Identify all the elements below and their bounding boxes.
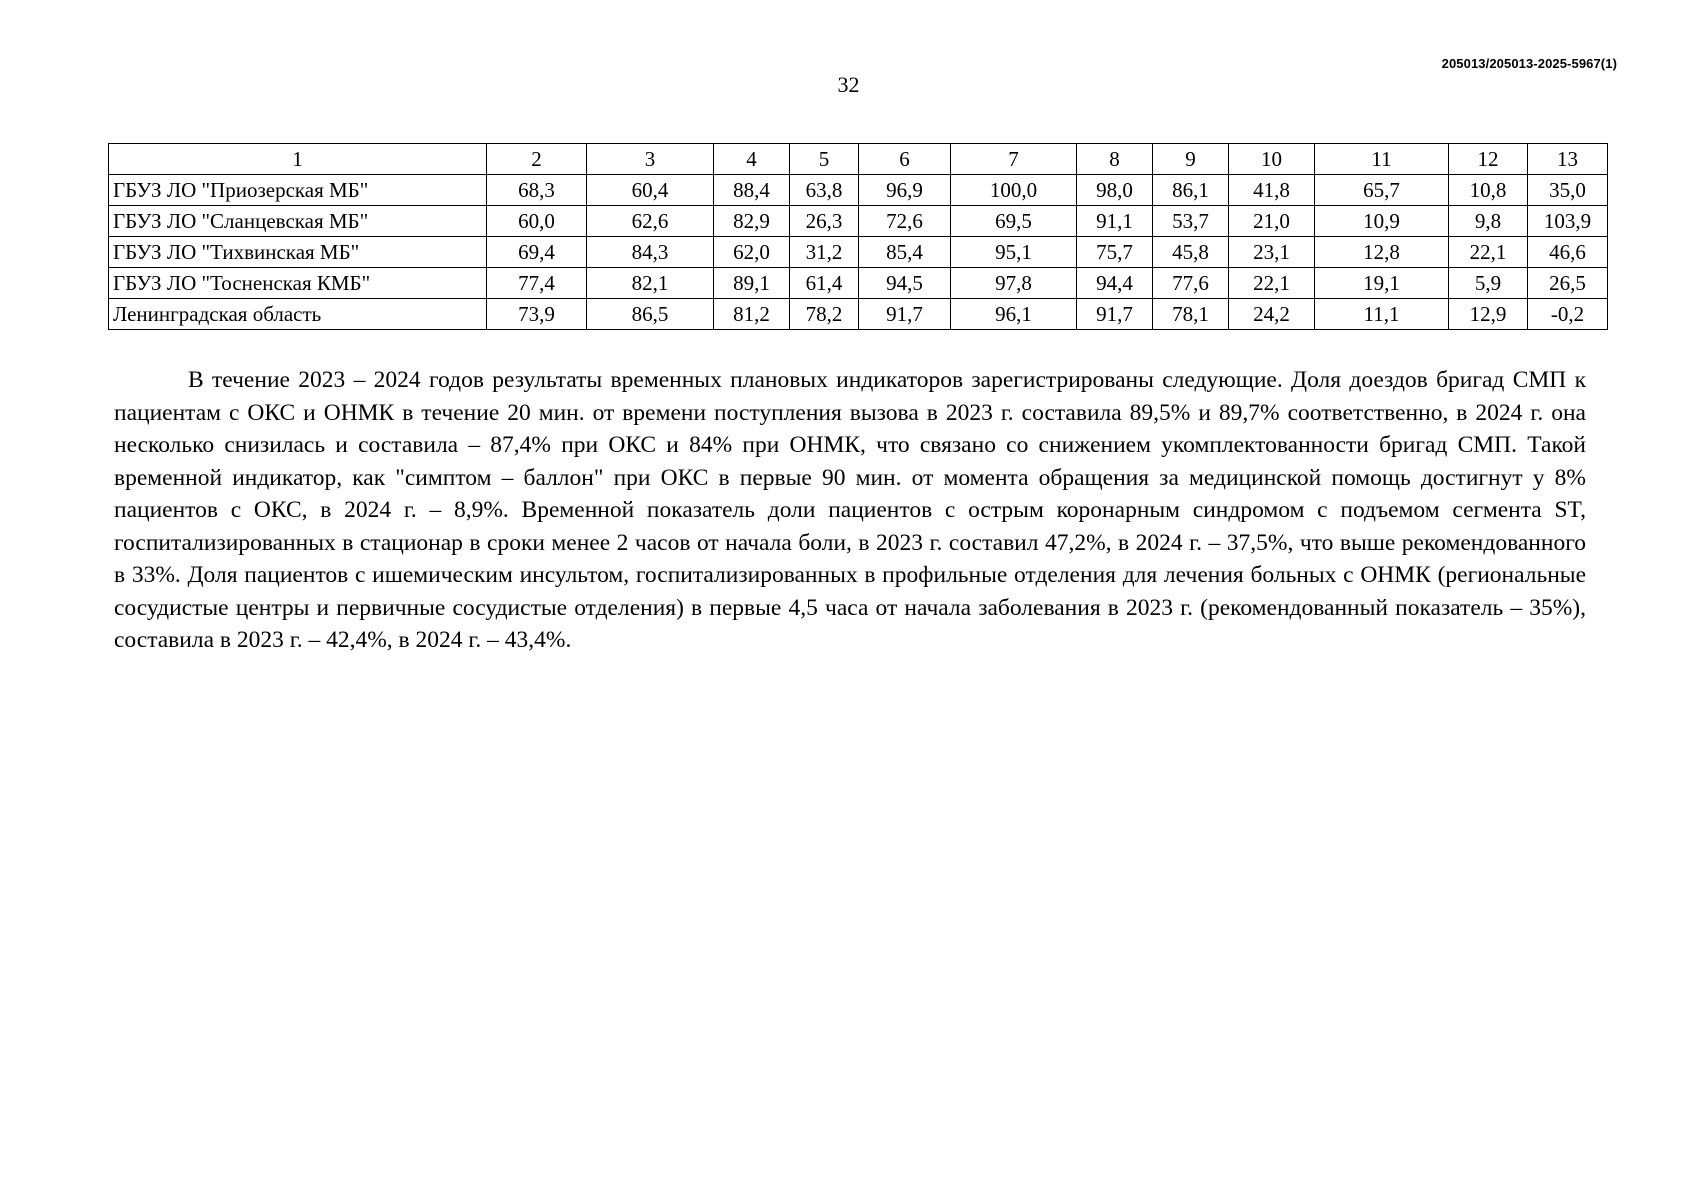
value-cell: 91,7	[1077, 299, 1153, 330]
value-cell: 78,1	[1153, 299, 1229, 330]
value-cell: 82,9	[714, 206, 790, 237]
column-header: 8	[1077, 144, 1153, 175]
table-header-row	[109, 144, 1608, 175]
value-cell: 26,5	[1528, 268, 1608, 299]
value-cell: 100,0	[951, 175, 1077, 206]
column-header: 10	[1229, 144, 1315, 175]
table-row	[109, 206, 1608, 237]
value-cell: 24,2	[1229, 299, 1315, 330]
value-cell: 77,6	[1153, 268, 1229, 299]
org-name-cell: Ленинградская область	[109, 299, 487, 330]
value-cell: 78,2	[790, 299, 859, 330]
value-cell: 61,4	[790, 268, 859, 299]
column-header: 4	[714, 144, 790, 175]
value-cell: 73,9	[487, 299, 587, 330]
value-cell: 86,1	[1153, 175, 1229, 206]
value-cell: 26,3	[790, 206, 859, 237]
value-cell: 60,4	[587, 175, 714, 206]
document-code: 205013/205013-2025-5967(1)	[1441, 56, 1617, 71]
value-cell: 97,8	[951, 268, 1077, 299]
value-cell: 11,1	[1315, 299, 1449, 330]
value-cell: -0,2	[1528, 299, 1608, 330]
column-header: 6	[859, 144, 951, 175]
value-cell: 81,2	[714, 299, 790, 330]
org-name-cell: ГБУЗ ЛО "Сланцевская МБ"	[109, 206, 487, 237]
value-cell: 95,1	[951, 237, 1077, 268]
value-cell: 88,4	[714, 175, 790, 206]
value-cell: 5,9	[1449, 268, 1528, 299]
value-cell: 85,4	[859, 237, 951, 268]
value-cell: 69,5	[951, 206, 1077, 237]
column-header: 1	[109, 144, 487, 175]
value-cell: 22,1	[1449, 237, 1528, 268]
value-cell: 62,6	[587, 206, 714, 237]
value-cell: 89,1	[714, 268, 790, 299]
value-cell: 94,4	[1077, 268, 1153, 299]
value-cell: 62,0	[714, 237, 790, 268]
value-cell: 31,2	[790, 237, 859, 268]
value-cell: 10,9	[1315, 206, 1449, 237]
value-cell: 19,1	[1315, 268, 1449, 299]
body-paragraph: В течение 2023 – 2024 годов результаты временных плановых индикаторов зарегистрированы следующие. Доля доездов бригад СМП к пациентам с ОКС и ОНМК в течение 20 мин. от времени поступления вызова в 2023 г. составила 89,5% и 89,7% соответственно, в 2024 г. она несколько снизилась и составила – 87,4% при ОКС и 84% при ОНМК, что связано со снижением укомплектованности бригад СМП. Такой временной индикатор, как "симптом – баллон" при ОКС в первые 90 мин. от момента обращения за медицинской помощь достигнут у 8% пациентов с ОКС, в 2024 г. – 8,9%. Временной показатель доли пациентов с острым коронарным синдромом с подъемом сегмента ST, госпитализированных в стационар в сроки менее 2 часов от начала боли, в 2023 г. составил 47,2%, в 2024 г. – 37,5%, что выше рекомендованного в 33%. Доля пациентов с ишемическим инсультом, госпитализированных в профильные отделения для лечения больных с ОНМК (региональные сосудистые центры и первичные сосудистые отделения) в первые 4,5 часа от начала заболевания в 2023 г. (рекомендованный показатель – 35%), составила в 2023 г. – 42,4%, в 2024 г. – 43,4%.	[114, 367, 1586, 653]
value-cell: 69,4	[487, 237, 587, 268]
value-cell: 82,1	[587, 268, 714, 299]
column-header: 13	[1528, 144, 1608, 175]
column-header: 7	[951, 144, 1077, 175]
value-cell: 84,3	[587, 237, 714, 268]
value-cell: 53,7	[1153, 206, 1229, 237]
value-cell: 10,8	[1449, 175, 1528, 206]
org-name-cell: ГБУЗ ЛО "Тихвинская МБ"	[109, 237, 487, 268]
value-cell: 103,9	[1528, 206, 1608, 237]
column-header: 9	[1153, 144, 1229, 175]
org-name-cell: ГБУЗ ЛО "Тосненская КМБ"	[109, 268, 487, 299]
value-cell: 96,9	[859, 175, 951, 206]
value-cell: 21,0	[1229, 206, 1315, 237]
column-header: 12	[1449, 144, 1528, 175]
column-header: 5	[790, 144, 859, 175]
value-cell: 60,0	[487, 206, 587, 237]
value-cell: 23,1	[1229, 237, 1315, 268]
column-header: 3	[587, 144, 714, 175]
column-header: 11	[1315, 144, 1449, 175]
table-row	[109, 175, 1608, 206]
value-cell: 91,7	[859, 299, 951, 330]
value-cell: 91,1	[1077, 206, 1153, 237]
value-cell: 63,8	[790, 175, 859, 206]
value-cell: 77,4	[487, 268, 587, 299]
value-cell: 12,8	[1315, 237, 1449, 268]
indicators-table	[108, 143, 1608, 330]
value-cell: 94,5	[859, 268, 951, 299]
value-cell: 41,8	[1229, 175, 1315, 206]
org-name-cell: ГБУЗ ЛО "Приозерская МБ"	[109, 175, 487, 206]
column-header: 2	[487, 144, 587, 175]
value-cell: 98,0	[1077, 175, 1153, 206]
table-row	[109, 237, 1608, 268]
value-cell: 9,8	[1449, 206, 1528, 237]
value-cell: 45,8	[1153, 237, 1229, 268]
value-cell: 46,6	[1528, 237, 1608, 268]
value-cell: 68,3	[487, 175, 587, 206]
value-cell: 12,9	[1449, 299, 1528, 330]
table-row	[109, 299, 1608, 330]
table-row	[109, 268, 1608, 299]
value-cell: 72,6	[859, 206, 951, 237]
value-cell: 22,1	[1229, 268, 1315, 299]
value-cell: 75,7	[1077, 237, 1153, 268]
value-cell: 65,7	[1315, 175, 1449, 206]
page-number: 32	[837, 72, 860, 97]
value-cell: 35,0	[1528, 175, 1608, 206]
value-cell: 96,1	[951, 299, 1077, 330]
value-cell: 86,5	[587, 299, 714, 330]
